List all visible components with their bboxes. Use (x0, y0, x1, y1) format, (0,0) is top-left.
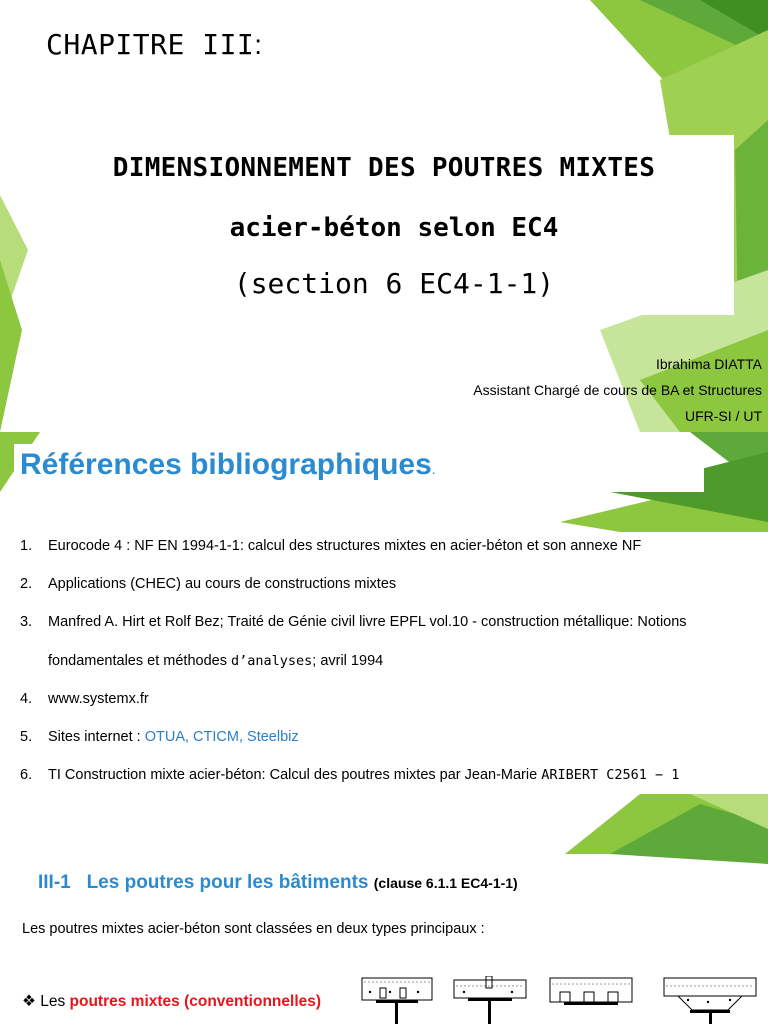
reference-item (20, 691, 149, 707)
bullet-item (22, 992, 321, 1011)
reference-links-websites[interactable]: OTUA, CTICM, Steelbiz (144, 729, 299, 745)
reference-text: Sites internet : (48, 729, 145, 745)
references-title (20, 448, 436, 482)
reference-text: TI Construction mixte acier-béton: Calcul des poutres mixtes par Jean-Marie (48, 767, 542, 783)
reference-number: 6. (20, 767, 33, 783)
reference-item-continuation (20, 653, 383, 669)
title-line-3: (section 6 EC4-1-1) (233, 267, 555, 300)
diamond-bullet-icon: ❖ (22, 993, 36, 1010)
reference-item (20, 576, 396, 592)
intro-text: Les poutres mixtes acier-béton sont classées en deux types principaux : (22, 921, 485, 937)
reference-number: 2. (20, 576, 33, 592)
references-title-text: Références bibliographiques (20, 448, 432, 481)
reference-item (20, 729, 299, 745)
reference-text: Manfred A. Hirt et Rolf Bez; Traité de Génie civil livre EPFL vol.10 - construction métallique: Notions (48, 614, 687, 630)
bullet-highlight: poutres mixtes (conventionnelles) (69, 993, 322, 1010)
references-title-box (14, 444, 704, 492)
author-affiliation: UFR-SI / UT (685, 408, 762, 424)
slide-references (0, 432, 768, 794)
references-title-dot: . (431, 461, 436, 477)
section-number: III-1 (38, 872, 71, 893)
composite-beam-section-diagram-3 (548, 976, 634, 1024)
slide-section-beams (0, 794, 768, 1024)
chapter-heading (46, 28, 263, 61)
chapter-label: CHAPITRE III (46, 28, 255, 61)
reference-link-systemx[interactable]: www.systemx.fr (48, 691, 149, 707)
reference-text: ; avril 1994 (312, 653, 384, 669)
slide-chapter-title (0, 0, 768, 432)
chapter-colon: : (254, 29, 263, 60)
title-line-1: DIMENSIONNEMENT DES POUTRES MIXTES (112, 153, 656, 183)
reference-text-mono: d’analyses (230, 653, 313, 669)
reference-number: 3. (20, 614, 33, 630)
title-line-2: acier-béton selon EC4 (229, 213, 559, 243)
section-title-box (24, 866, 768, 900)
reference-text: Eurocode 4 : NF EN 1994-1-1: calcul des structures mixtes en acier-béton et son annexe NF (48, 538, 642, 554)
reference-item (20, 538, 641, 554)
reference-number: 1. (20, 538, 33, 554)
reference-text: fondamentales et méthodes (48, 653, 231, 669)
composite-beam-section-diagram-2 (452, 976, 528, 1024)
reference-number: 4. (20, 691, 33, 707)
section-title (38, 872, 518, 894)
bullet-text: Les (40, 993, 70, 1010)
composite-beam-section-diagram-4 (658, 962, 760, 1024)
title-box (34, 135, 734, 315)
reference-number: 5. (20, 729, 33, 745)
composite-beam-section-diagram-1 (360, 976, 434, 1024)
author-role: Assistant Chargé de cours de BA et Structures (473, 382, 762, 398)
reference-text-mono: ARIBERT C2561 − 1 (541, 767, 680, 783)
section-title-text: Les poutres pour les bâtiments (86, 872, 369, 893)
author-name: Ibrahima DIATTA (655, 356, 762, 372)
reference-item (20, 614, 687, 630)
section-clause: (clause 6.1.1 EC4-1-1) (373, 875, 518, 891)
reference-item (20, 767, 679, 783)
reference-text: Applications (CHEC) au cours de constructions mixtes (48, 576, 397, 592)
